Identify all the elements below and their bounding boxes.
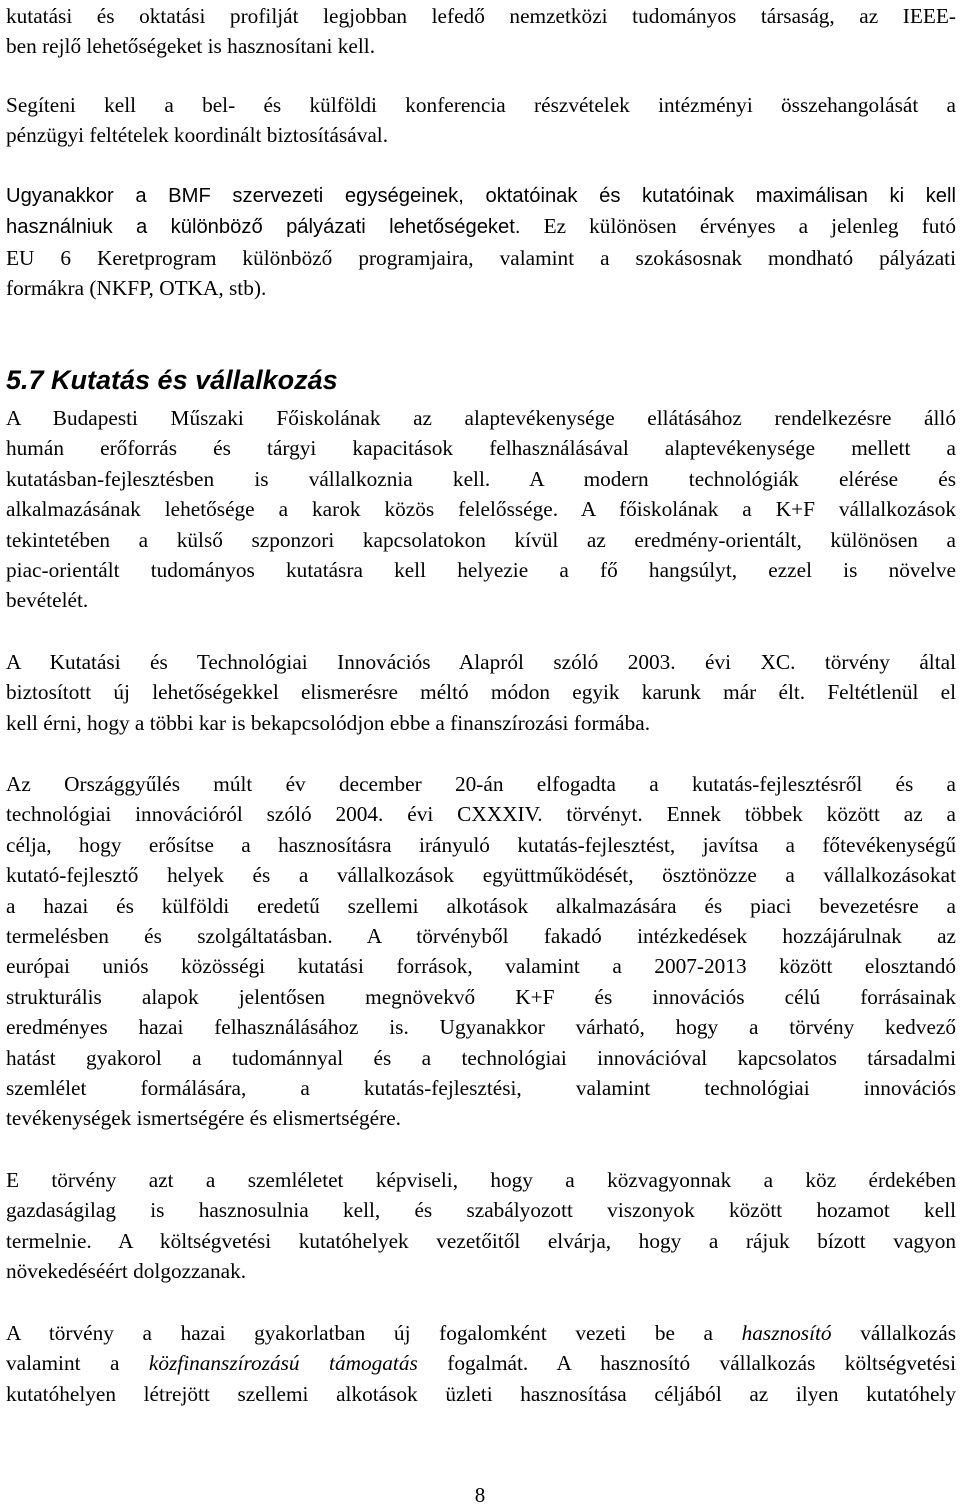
text-line: kell érni, hogy a többi kar is bekapcsolódjon ebbe a finanszírozási formába.: [6, 710, 651, 735]
text-line: európai uniós közösségi kutatási források, valamint a 2007-2013 között elosztandó: [6, 954, 956, 979]
text-line: gazdaságilag is hasznosulnia kell, és szabályozott viszonyok között hozamot kell: [6, 1198, 956, 1223]
text-line: A Budapesti Műszaki Főiskolának az alaptevékenysége ellátásához rendelkezésre álló: [6, 406, 956, 430]
text-segment: A törvény a hazai gyakorlatban új fogalomként vezeti be a: [6, 1321, 742, 1345]
text-line: a hazai és külföldi eredetű szellemi alkotások alkalmazására és piaci bevezetésre a: [6, 893, 956, 918]
text-line: Az Országgyűlés múlt év december 20-án elfogadta a kutatás-fejlesztésről és a: [6, 772, 956, 796]
text-line: E törvény azt a szemléletet képviseli, hogy a közvagyonnak a köz érdekében: [6, 1168, 956, 1192]
text-line: piac-orientált tudományos kutatásra kell helyezie a fő hangsúlyt, ezzel is növelve: [6, 558, 956, 583]
text-line: alkalmazásának lehetősége a karok közös felelőssége. A főiskolának a K+F vállalkozások: [6, 497, 956, 522]
text-line: [6, 211, 956, 242]
text-segment: vállalkozás: [831, 1321, 956, 1345]
text-line: kutató-fejlesztő helyek és a vállalkozások együttműködését, ösztönözze a vállalkozásokat: [6, 863, 956, 888]
intro-paragraph-3: [6, 181, 956, 304]
text-line: formákra (NKFP, OTKA, stb).: [6, 276, 267, 301]
italic-term: hasznosító: [741, 1321, 832, 1345]
text-line: kutatásban-fejlesztésben is vállalkoznia kell. A modern technológiák elérése és: [6, 466, 956, 491]
text-segment: fogalmát. A hasznosító vállalkozás költségvetési: [417, 1351, 957, 1376]
section-heading: 5.7 Kutatás és vállalkozás: [6, 365, 338, 395]
text-line: EU 6 Keretprogram különböző programjaira, valamint a szokásosnak mondható pályázati: [6, 245, 956, 270]
text-line: termelésben és szolgáltatásban. A törvényből fakadó intézkedések hozzájárulnak az: [6, 924, 956, 949]
section-paragraph-4: [6, 1165, 956, 1287]
text-line: Segíteni kell a bel- és külföldi konferencia részvételek intézményi összehangolását a: [6, 93, 956, 117]
text-line: termelnie. A költségvetési kutatóhelyek vezetőitől elvárja, hogy a rájuk bízott vagyon: [6, 1228, 956, 1253]
text-line: tekintetében a külső szponzori kapcsolatokon kívül az eredmény-orientált, különösen a: [6, 527, 956, 552]
text-line: eredményes hazai felhasználásához is. Ugyanakkor várható, hogy a törvény kedvező: [6, 1015, 956, 1040]
intro-paragraph-1: [6, 1, 956, 62]
text-line: hatást gyakorol a tudománnyal és a technológiai innovációval kapcsolatos társadalmi: [6, 1045, 956, 1070]
text-segment-sans: használniuk a különböző pályázati lehetőségeket.: [6, 216, 521, 239]
text-line: Ugyanakkor a BMF szervezeti egységeinek, oktatóinak és kutatóinak maximálisan ki kell: [6, 185, 956, 207]
section-paragraph-3: [6, 769, 956, 1134]
text-line: ben rejlő lehetőségeket is hasznosítani kell.: [6, 34, 376, 59]
text-line: biztosított új lehetőségekkel elismerésre méltó módon egyik karunk már élt. Feltétlenül el: [6, 680, 956, 705]
text-line: kutatási és oktatási profilját legjobban lefedő nemzetközi tudományos társaság, az IEEE-: [6, 4, 956, 28]
text-line: [6, 1348, 956, 1378]
page-number: 8: [474, 1483, 486, 1507]
text-line: A Kutatási és Technológiai Innovációs Alapról szóló 2003. évi XC. törvény által: [6, 650, 956, 674]
intro-paragraph-2: [6, 90, 956, 151]
text-line: humán erőforrás és tárgyi kapacitások felhasználásával alaptevékenysége mellett a: [6, 436, 956, 461]
text-segment: valamint a: [6, 1351, 149, 1376]
text-line: pénzügyi feltételek koordinált biztosításával.: [6, 123, 389, 148]
section-paragraph-5: [6, 1318, 956, 1409]
section-paragraph-2: [6, 647, 956, 738]
text-line: strukturális alapok jelentősen megnövekvő K+F és innovációs célú forrásainak: [6, 984, 956, 1009]
text-line: kutatóhelyen létrejött szellemi alkotások üzleti hasznosítása céljából az ilyen kutatóhely: [6, 1381, 956, 1406]
section-paragraph-1: [6, 403, 956, 616]
text-line: bevételét.: [6, 588, 89, 613]
text-line: szemlélet formálására, a kutatás-fejlesztési, valamint technológiai innovációs: [6, 1076, 956, 1101]
text-line: technológiai innovációról szóló 2004. évi CXXXIV. törvényt. Ennek többek között az a: [6, 802, 956, 827]
italic-term: közfinanszírozású támogatás: [148, 1351, 418, 1376]
text-segment-serif: Ez különösen érvényes a jelenleg futó: [520, 214, 956, 239]
text-line: tevékenységek ismertségére és elismertségére.: [6, 1106, 402, 1131]
text-line: célja, hogy erősítse a hasznosításra irányuló kutatás-fejlesztést, javítsa a főtevékenységű: [6, 832, 956, 857]
text-line: [6, 1318, 956, 1348]
text-line: növekedéséért dolgozzanak.: [6, 1259, 247, 1284]
